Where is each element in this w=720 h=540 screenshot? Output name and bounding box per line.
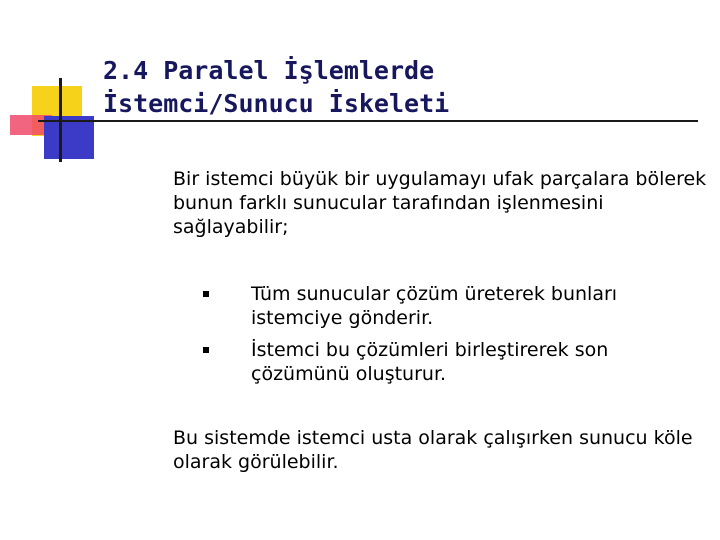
slide-title bbox=[103, 54, 449, 120]
square-bullet-icon bbox=[203, 347, 209, 353]
title-underline bbox=[38, 120, 698, 122]
intro-paragraph: Bir istemci büyük bir uygulamayı ufak parçalara bölerek bunun farklı sunucular tarafından işlenmesini sağlayabilir; bbox=[173, 168, 707, 238]
square-bullet-icon bbox=[203, 291, 209, 297]
bullet-text: Tüm sunucular çözüm üreterek bunları istemciye gönderir. bbox=[251, 283, 618, 329]
bullet-text: İstemci bu çözümleri birleştirerek son çözümünü oluşturur. bbox=[251, 339, 609, 385]
conclusion-paragraph: Bu sistemde istemci usta olarak çalışırken sunucu köle olarak görülebilir. bbox=[173, 427, 693, 473]
title-line-2: İstemci/Sunucu İskeleti bbox=[103, 89, 450, 118]
title-line-1: 2.4 Paralel İşlemlerde bbox=[103, 56, 435, 85]
decor-blue-square bbox=[44, 116, 94, 159]
